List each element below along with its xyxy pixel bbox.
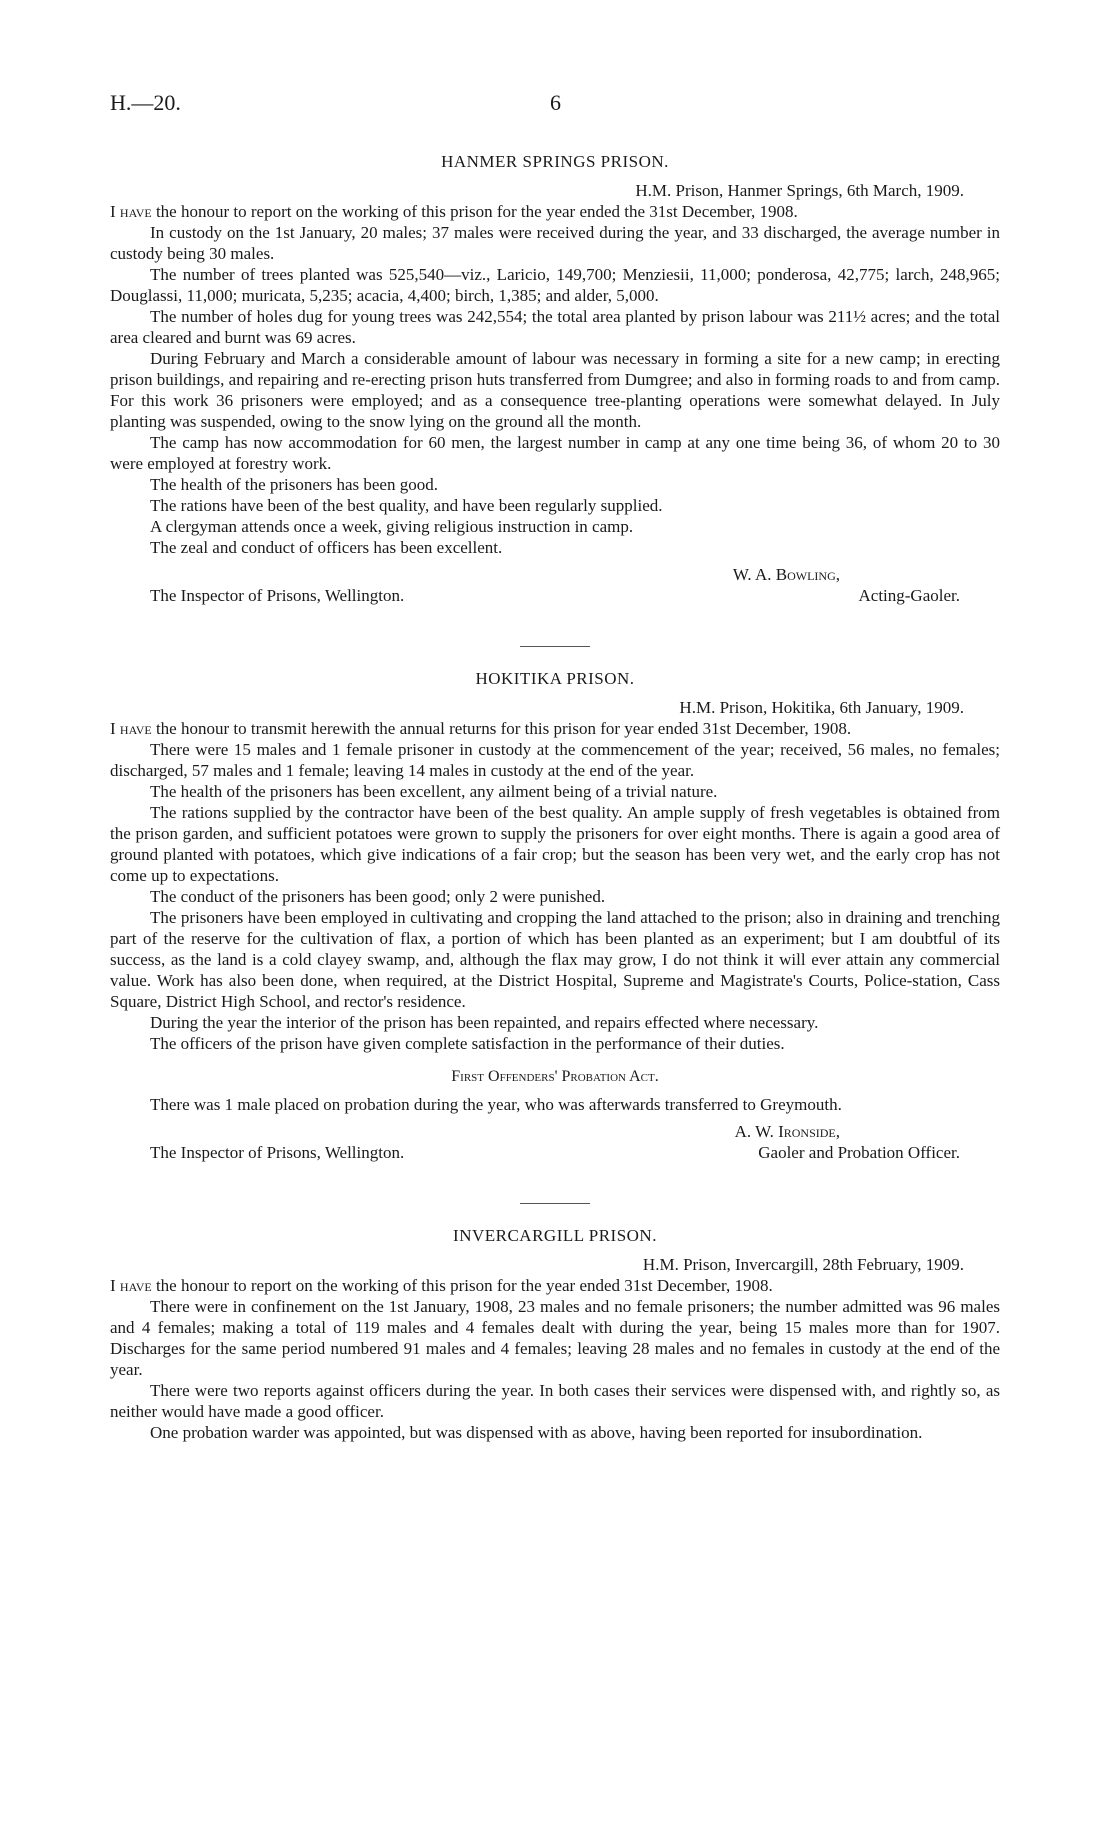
paragraph: The number of trees planted was 525,540—viz., Laricio, 149,700; Menziesii, 11,000; ponderosa, 42,775; larch, 248,965; Douglassi, 11,000; muricata, 5,235; acacia, 4,400; birch, 1,385; and alder, 5,000. [110, 265, 1000, 305]
section-title: HOKITIKA PRISON. [475, 669, 635, 688]
section-title: INVERCARGILL PRISON. [453, 1226, 657, 1245]
place-date: H.M. Prison, Hokitika, 6th January, 1909. [679, 698, 964, 717]
opening-text: the honour to transmit herewith the annual returns for this prison for year ended 31st December, 1908. [151, 719, 852, 738]
opening-text: the honour to report on the working of this prison for the year ended 31st December, 1908. [151, 1276, 773, 1295]
paragraph: The prisoners have been employed in cultivating and cropping the land attached to the prison; also in draining and trenching part of the reserve for the cultivation of flax, a portion of which has been planted as an experiment; but I am doubtful of its success, as the land is a cold clayey swamp, and, although the flax may grow, I do not think it will ever attain any commercial value. Work has also been done, when required, at the District Hospital, Supreme and Magistrate's Courts, Police-station, Cass Square, District High School, and rector's residence. [110, 908, 1000, 1011]
section-invercargill [110, 1226, 1000, 1443]
paragraph: The zeal and conduct of officers has been excellent. [150, 538, 503, 557]
opening-word: I have [110, 1276, 152, 1295]
place-date: H.M. Prison, Invercargill, 28th February, 1909. [642, 1255, 964, 1274]
subheading: First Offenders' Probation Act. [451, 1068, 659, 1085]
paragraph: The rations supplied by the contractor have been of the best quality. An ample supply of fresh vegetables is obtained from the prison garden, and sufficient potatoes were grown to supply the prisoners for over eight months. There is again a good area of ground planted with potatoes, which give indications of a fair crop; but the season has been very wet, and the early crop has not come up to expectations. [110, 803, 1000, 885]
page-header [110, 90, 1000, 130]
signatory-role: Gaoler and Probation Officer. [758, 1143, 960, 1162]
document-page [110, 90, 1000, 1443]
paragraph: There were two reports against officers during the year. In both cases their services were dispensed with, and rightly so, as neither would have made a good officer. [110, 1381, 1000, 1421]
paragraph: The conduct of the prisoners has been good; only 2 were punished. [150, 887, 606, 906]
paragraph: There was 1 male placed on probation during the year, who was afterwards transferred to Greymouth. [150, 1095, 842, 1114]
paragraph: The camp has now accommodation for 60 men, the largest number in camp at any one time being 36, of whom 20 to 30 were employed at forestry work. [110, 433, 1000, 473]
section-hanmer-springs [110, 152, 1000, 610]
signatory-name: W. A. Bowling, [732, 565, 840, 584]
opening-paragraph [110, 718, 1000, 739]
signature-block [110, 564, 1000, 610]
paragraph: One probation warder was appointed, but was dispensed with as above, having been reported for insubordination. [150, 1423, 923, 1442]
opening-word: I have [110, 202, 152, 221]
signatory-name: A. W. Ironside, [734, 1122, 840, 1141]
opening-paragraph [110, 201, 1000, 222]
paragraph: There were in confinement on the 1st January, 1908, 23 males and no female prisoners; the number admitted was 96 males and 4 females; making a total of 119 males and 4 females dealt with during the year, being 15 males more than for 1907. Discharges for the same period numbered 91 males and 4 females; leaving 28 males and no females in custody at the end of the year. [110, 1297, 1000, 1379]
document-reference: H.—20. [110, 90, 181, 115]
section-divider [520, 1203, 590, 1204]
paragraph: In custody on the 1st January, 20 males; 37 males were received during the year, and 33 discharged, the average number in custody being 30 males. [110, 223, 1000, 263]
paragraph: The number of holes dug for young trees was 242,554; the total area planted by prison labour was 211½ acres; and the total area cleared and burnt was 69 acres. [110, 307, 1000, 347]
paragraph: During February and March a considerable amount of labour was necessary in forming a site for a new camp; in erecting prison buildings, and repairing and re-erecting prison huts transferred from Dumgree; and also in forming roads to and from camp. For this work 36 prisoners were employed; and as a consequence tree-planting operations were somewhat delayed. In July planting was suspended, owing to the snow lying on the ground all the month. [110, 349, 1000, 431]
paragraph: There were 15 males and 1 female prisoner in custody at the commencement of the year; received, 56 males, no females; discharged, 57 males and 1 female; leaving 14 males in custody at the end of the year. [110, 740, 1000, 780]
paragraph: A clergyman attends once a week, giving religious instruction in camp. [150, 517, 634, 536]
section-hokitika [110, 669, 1000, 1167]
opening-paragraph [110, 1275, 1000, 1296]
opening-word: I have [110, 719, 152, 738]
signature-block [110, 1121, 1000, 1167]
page-number: 6 [550, 90, 561, 115]
paragraph: The rations have been of the best quality, and have been regularly supplied. [150, 496, 663, 515]
paragraph: The health of the prisoners has been excellent, any ailment being of a trivial nature. [150, 782, 718, 801]
place-date: H.M. Prison, Hanmer Springs, 6th March, 1909. [635, 181, 964, 200]
opening-text: the honour to report on the working of this prison for the year ended the 31st December, 1908. [151, 202, 798, 221]
section-divider [520, 646, 590, 647]
paragraph: The health of the prisoners has been good. [150, 475, 438, 494]
section-title: HANMER SPRINGS PRISON. [441, 152, 669, 171]
signatory-role: Acting-Gaoler. [858, 586, 960, 605]
addressee: The Inspector of Prisons, Wellington. [150, 1143, 405, 1162]
paragraph: The officers of the prison have given complete satisfaction in the performance of their duties. [150, 1034, 785, 1053]
addressee: The Inspector of Prisons, Wellington. [150, 586, 405, 605]
paragraph: During the year the interior of the prison has been repainted, and repairs effected where necessary. [150, 1013, 819, 1032]
